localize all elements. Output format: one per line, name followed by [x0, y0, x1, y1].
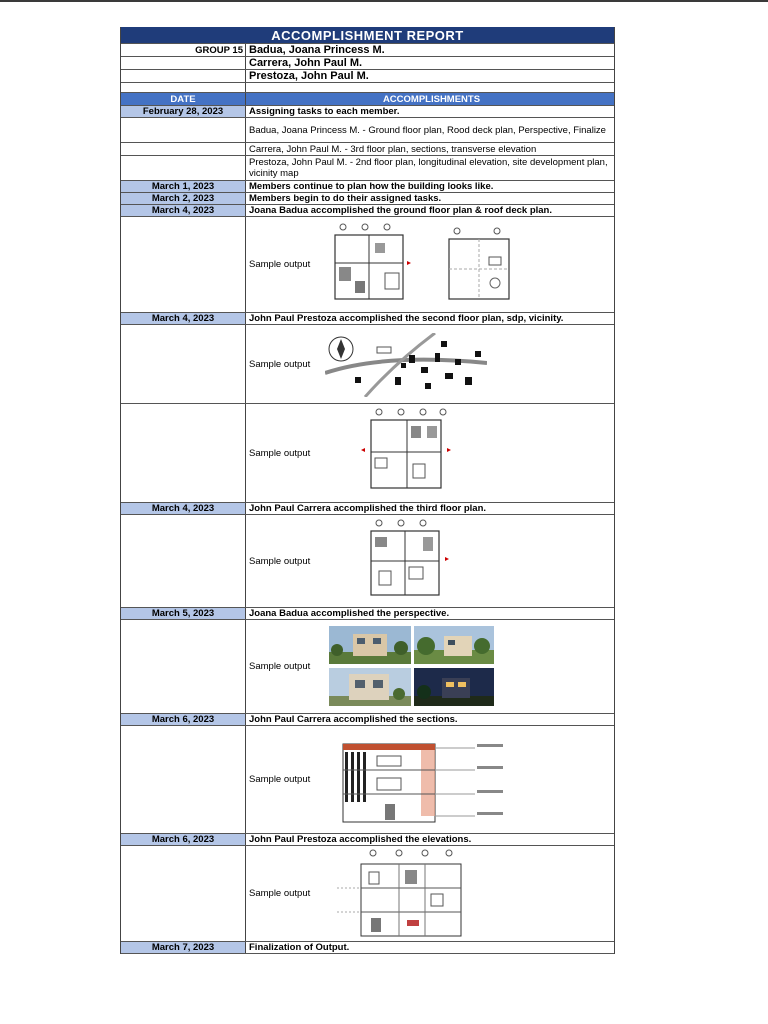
task-row: [121, 156, 614, 181]
third-floor-plan-image: [357, 519, 451, 603]
accomplishment-cell: John Paul Carrera accomplished the sections.: [249, 714, 458, 725]
vicinity-map-image: [325, 333, 487, 397]
member-name: Carrera, John Paul M.: [249, 56, 363, 69]
spacer-row: [121, 83, 614, 93]
group-label: GROUP 15: [121, 44, 246, 56]
table-row: [121, 608, 614, 620]
date-cell: March 4, 2023: [121, 503, 246, 514]
task-row: [121, 143, 614, 156]
task-cell: Carrera, John Paul M. - 3rd floor plan, sections, transverse elevation: [249, 143, 537, 155]
sample-row: [121, 726, 614, 834]
sample-label: Sample output: [249, 259, 311, 270]
sample-label: Sample output: [249, 888, 311, 899]
accomplishment-report-table: [120, 27, 615, 954]
header-row: [121, 93, 614, 106]
sample-row: [121, 515, 614, 608]
accomplishment-cell: John Paul Carrera accomplished the third floor plan.: [249, 503, 487, 514]
table-row: [121, 942, 614, 954]
sample-row: [121, 325, 614, 404]
top-border: [0, 0, 768, 2]
sample-label: Sample output: [249, 555, 311, 567]
task-cell: Prestoza, John Paul M. - 2nd floor plan, longitudinal elevation, site development plan, vicinity map: [249, 157, 608, 179]
date-cell: March 4, 2023: [121, 205, 246, 216]
sample-label: Sample output: [249, 661, 311, 672]
roof-deck-plan-image: [437, 227, 519, 307]
date-cell: March 2, 2023: [121, 193, 246, 204]
date-header: DATE: [121, 93, 246, 105]
second-floor-plan-image: [357, 408, 453, 498]
accomplishments-header: ACCOMPLISHMENTS: [246, 93, 614, 105]
report-title: ACCOMPLISHMENT REPORT: [121, 27, 614, 44]
date-cell: March 5, 2023: [121, 608, 246, 619]
perspective-render-image: [329, 668, 411, 706]
accomplishment-cell: John Paul Prestoza accomplished the elevations.: [249, 834, 472, 845]
accomplishment-cell: Finalization of Output.: [249, 942, 350, 953]
date-cell: March 6, 2023: [121, 834, 246, 845]
date-cell: February 28, 2023: [121, 106, 246, 117]
member-name: Prestoza, John Paul M.: [249, 69, 369, 82]
sample-row: [121, 846, 614, 942]
table-row: [121, 181, 614, 193]
sample-row: [121, 404, 614, 503]
date-cell: March 7, 2023: [121, 942, 246, 953]
accomplishment-cell: Members continue to plan how the building looks like.: [249, 181, 494, 192]
accomplishment-cell: John Paul Prestoza accomplished the second floor plan, sdp, vicinity.: [249, 313, 564, 324]
sample-label: Sample output: [249, 774, 311, 785]
elevation-drawing-image: [331, 848, 481, 940]
table-row: [121, 106, 614, 118]
sample-row: [121, 217, 614, 313]
task-row: [121, 118, 614, 143]
date-cell: March 1, 2023: [121, 181, 246, 192]
perspective-render-image: [414, 626, 494, 664]
sample-label: Sample output: [249, 447, 311, 459]
section-drawing-image: [325, 730, 513, 828]
accomplishment-cell: Joana Badua accomplished the ground floor plan & roof deck plan.: [249, 205, 552, 216]
table-row: [121, 313, 614, 325]
date-cell: March 6, 2023: [121, 714, 246, 725]
sample-row: [121, 620, 614, 714]
accomplishment-cell: Assigning tasks to each member.: [249, 106, 400, 117]
date-cell: March 4, 2023: [121, 313, 246, 324]
ground-floor-plan-image: [325, 223, 413, 307]
table-row: [121, 503, 614, 515]
accomplishment-cell: Joana Badua accomplished the perspective.: [249, 608, 450, 619]
table-row: [121, 193, 614, 205]
member-name: Badua, Joana Princess M.: [249, 43, 385, 56]
table-row: [121, 714, 614, 726]
table-row: [121, 834, 614, 846]
table-row: [121, 205, 614, 217]
perspective-render-image: [329, 626, 411, 664]
perspective-night-render-image: [414, 668, 494, 706]
task-cell: Badua, Joana Princess M. - Ground floor plan, Rood deck plan, Perspective, Finalize: [249, 124, 606, 136]
group-row: [121, 57, 614, 70]
accomplishment-cell: Members begin to do their assigned tasks.: [249, 193, 442, 204]
group-row: [121, 44, 614, 57]
sample-label: Sample output: [249, 358, 311, 370]
group-row: [121, 70, 614, 83]
